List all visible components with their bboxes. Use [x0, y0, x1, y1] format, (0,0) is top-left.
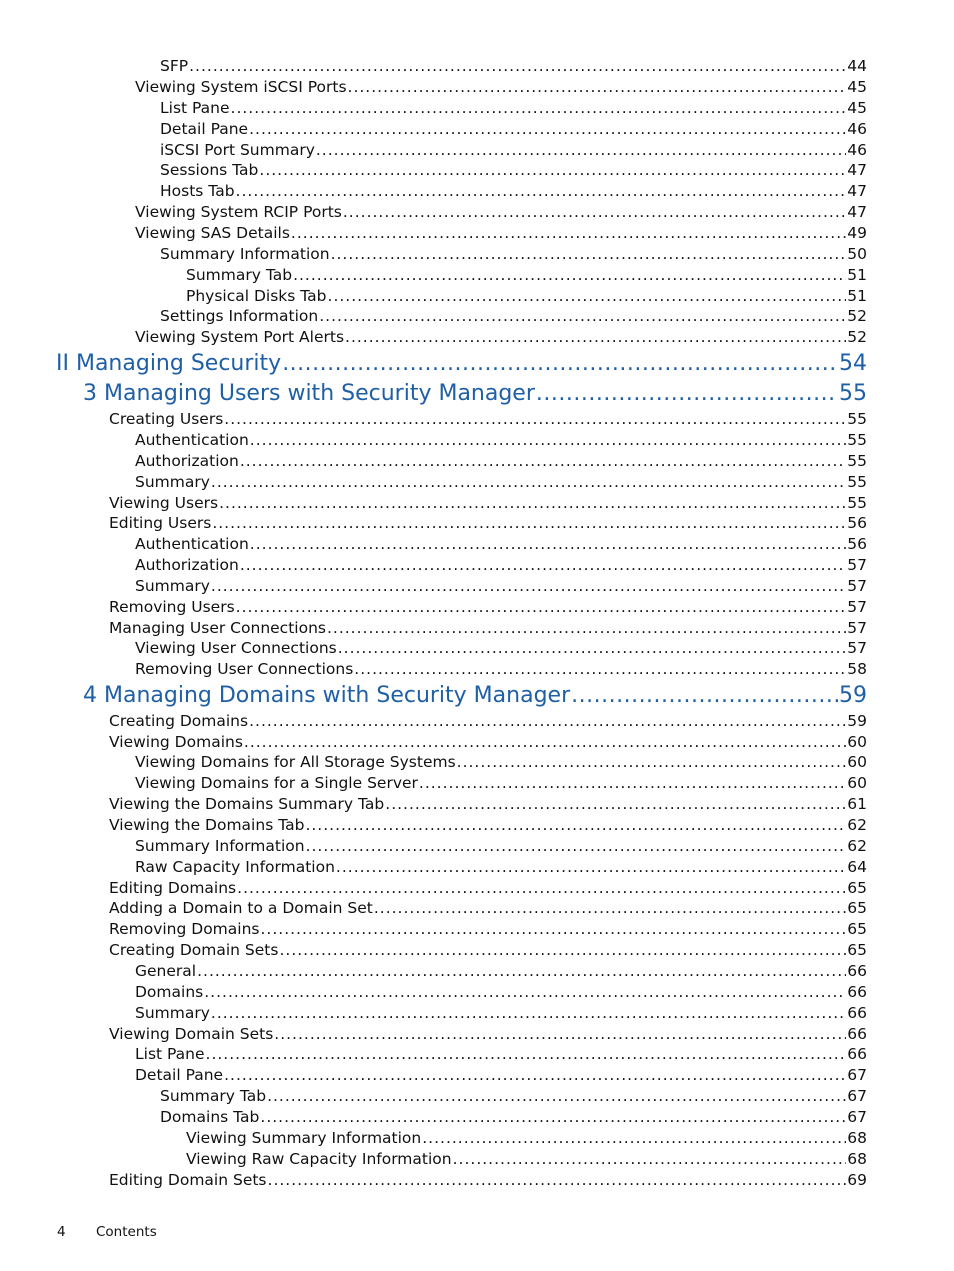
toc-entry[interactable] [109, 1170, 867, 1190]
toc-entry[interactable] [135, 1044, 867, 1064]
toc-entry[interactable] [135, 857, 867, 877]
toc-entry-title: Creating Users [109, 410, 224, 428]
toc-entry[interactable] [135, 430, 867, 450]
toc-entry[interactable] [186, 286, 867, 306]
toc-chapter-heading[interactable] [83, 682, 867, 710]
toc-entry-page: 59 [847, 712, 867, 730]
dot-leader [571, 682, 838, 710]
dot-leader [354, 659, 846, 679]
dot-leader [343, 202, 846, 222]
toc-entry-page: 59 [839, 683, 867, 708]
toc-entry-title: Summary Information [135, 837, 305, 855]
toc-entry-title: Viewing Domains [109, 733, 243, 751]
toc-entry-page: 58 [847, 660, 867, 678]
toc-entry-title: Authorization [135, 452, 239, 470]
dot-leader [422, 1128, 846, 1148]
dot-leader [206, 1044, 847, 1064]
dot-leader [244, 732, 846, 752]
footer-page-number: 4 [57, 1224, 66, 1240]
toc-entry-title: Viewing System RCIP Ports [135, 203, 342, 221]
dot-leader [319, 306, 846, 326]
toc-entry-title: Viewing User Connections [135, 639, 337, 657]
dot-leader [274, 1024, 846, 1044]
toc-entry-page: 55 [847, 494, 867, 512]
toc-entry-title: Summary [135, 473, 210, 491]
toc-entry-title: Editing Users [109, 514, 212, 532]
toc-entry-title: Sessions Tab [160, 161, 259, 179]
toc-entry-title: Editing Domain Sets [109, 1171, 267, 1189]
dot-leader [348, 77, 847, 97]
dot-leader [457, 752, 847, 772]
toc-entry[interactable] [160, 1086, 867, 1106]
dot-leader [374, 898, 846, 918]
toc-entry-page: 55 [839, 381, 867, 406]
toc-entry[interactable] [109, 597, 867, 617]
dot-leader [240, 451, 846, 471]
dot-leader [237, 878, 846, 898]
footer-label: Contents [96, 1224, 157, 1240]
toc-entry-page: 65 [847, 920, 867, 938]
toc-entry-page: 60 [847, 774, 867, 792]
toc-entry-title: Summary Information [160, 245, 330, 263]
toc-entry-page: 46 [847, 141, 867, 159]
dot-leader [260, 1107, 846, 1127]
toc-entry-page: 56 [847, 535, 867, 553]
toc-entry-title: Creating Domains [109, 712, 249, 730]
toc-entry[interactable] [109, 732, 867, 752]
toc-entry-page: 68 [847, 1150, 867, 1168]
toc-entry-page: 62 [847, 816, 867, 834]
toc-entry-page: 47 [847, 161, 867, 179]
toc-entry-page: 51 [847, 287, 867, 305]
toc-entry-title: General [135, 962, 197, 980]
dot-leader [189, 56, 846, 76]
toc-entry[interactable] [186, 265, 867, 285]
toc-entry-page: 61 [847, 795, 867, 813]
toc-entry-page: 47 [847, 203, 867, 221]
toc-entry-title: Viewing Users [109, 494, 219, 512]
dot-leader [250, 430, 846, 450]
dot-leader [453, 1149, 847, 1169]
dot-leader [236, 181, 847, 201]
toc-entry-page: 55 [847, 452, 867, 470]
dot-leader [224, 1065, 846, 1085]
toc-entry-title: Viewing System iSCSI Ports [135, 78, 347, 96]
dot-leader [197, 961, 846, 981]
toc-entry-title: Adding a Domain to a Domain Set [109, 899, 373, 917]
toc-entry-page: 66 [847, 983, 867, 1001]
dot-leader [212, 513, 846, 533]
toc-entry-title: Viewing Domains for a Single Server [135, 774, 418, 792]
dot-leader [211, 1003, 846, 1023]
dot-leader [211, 472, 846, 492]
dot-leader [211, 576, 846, 596]
toc-entry[interactable] [135, 982, 867, 1002]
dot-leader [293, 265, 846, 285]
toc-entry-page: 55 [847, 410, 867, 428]
dot-leader [328, 286, 847, 306]
toc-entry[interactable] [109, 919, 867, 939]
dot-leader [306, 836, 847, 856]
toc-entry-title: Viewing SAS Details [135, 224, 290, 242]
toc-entry-page: 69 [847, 1171, 867, 1189]
toc-entry-page: 51 [847, 266, 867, 284]
toc-entry-page: 60 [847, 753, 867, 771]
toc-entry[interactable] [135, 223, 867, 243]
toc-entry[interactable] [109, 794, 867, 814]
dot-leader [231, 98, 847, 118]
toc-entry-title: Domains Tab [160, 1108, 260, 1126]
toc-entry-page: 56 [847, 514, 867, 532]
dot-leader [260, 919, 846, 939]
toc-entry-page: 57 [847, 619, 867, 637]
toc-entry[interactable] [135, 202, 867, 222]
toc-entry-title: 3 Managing Users with Security Manager [83, 381, 535, 406]
toc-entry[interactable] [135, 961, 867, 981]
dot-leader [291, 223, 846, 243]
toc-entry-page: 47 [847, 182, 867, 200]
dot-leader [385, 794, 846, 814]
toc-entry[interactable] [135, 534, 867, 554]
toc-entry-title: Domains [135, 983, 204, 1001]
toc-entry[interactable] [109, 815, 867, 835]
toc-entry-page: 45 [847, 78, 867, 96]
toc-entry[interactable] [109, 513, 867, 533]
toc-entry-page: 57 [847, 577, 867, 595]
toc-entry-title: Removing Domains [109, 920, 260, 938]
toc-entry-title: Viewing Domain Sets [109, 1025, 274, 1043]
toc-entry[interactable] [160, 98, 867, 118]
toc-entry[interactable] [160, 160, 867, 180]
toc-entry-page: 52 [847, 328, 867, 346]
toc-entry-page: 52 [847, 307, 867, 325]
toc-entry-page: 44 [847, 57, 867, 75]
toc-entry-title: Raw Capacity Information [135, 858, 335, 876]
toc-entry-title: Viewing Raw Capacity Information [186, 1150, 452, 1168]
toc-entry-title: Summary [135, 577, 210, 595]
toc-entry[interactable] [135, 576, 867, 596]
toc-entry-page: 66 [847, 1025, 867, 1043]
toc-part-heading[interactable] [56, 350, 867, 378]
toc-entry-title: Summary Tab [186, 266, 293, 284]
toc-entry-title: SFP [160, 57, 189, 75]
toc-entry-title: Physical Disks Tab [186, 287, 327, 305]
toc-entry-page: 65 [847, 899, 867, 917]
toc-entry[interactable] [135, 773, 867, 793]
toc-entry-title: List Pane [160, 99, 230, 117]
toc-entry[interactable] [160, 140, 867, 160]
toc-entry-page: 66 [847, 1045, 867, 1063]
dot-leader [224, 409, 846, 429]
toc-entry-page: 46 [847, 120, 867, 138]
dot-leader [240, 555, 846, 575]
toc-entry[interactable] [135, 77, 867, 97]
toc-entry-title: Removing User Connections [135, 660, 354, 678]
toc-entry[interactable] [109, 1024, 867, 1044]
dot-leader [336, 857, 846, 877]
toc-entry[interactable] [160, 306, 867, 326]
dot-leader [268, 1170, 847, 1190]
toc-entry-title: Viewing Summary Information [186, 1129, 422, 1147]
dot-leader [250, 534, 846, 554]
toc-entry-title: Creating Domain Sets [109, 941, 279, 959]
toc-entry-title: Summary Tab [160, 1087, 267, 1105]
toc-entry[interactable] [109, 711, 867, 731]
toc-chapter-heading[interactable] [83, 380, 867, 408]
dot-leader [282, 350, 838, 378]
toc-entry[interactable] [109, 898, 867, 918]
dot-leader [327, 618, 846, 638]
toc-entry[interactable] [109, 493, 867, 513]
toc-entry-page: 67 [847, 1087, 867, 1105]
toc-entry-page: 67 [847, 1066, 867, 1084]
toc-entry-page: 65 [847, 879, 867, 897]
toc-entry[interactable] [160, 119, 867, 139]
toc-entry[interactable] [135, 472, 867, 492]
toc-entry-page: 62 [847, 837, 867, 855]
toc-entry-page: 64 [847, 858, 867, 876]
toc-entry-title: Authentication [135, 535, 249, 553]
dot-leader [536, 380, 838, 408]
toc-entry[interactable] [186, 1149, 867, 1169]
toc-entry-title: List Pane [135, 1045, 205, 1063]
toc-entry-title: Authentication [135, 431, 249, 449]
toc-entry[interactable] [160, 1107, 867, 1127]
toc-entry[interactable] [109, 618, 867, 638]
toc-entry[interactable] [109, 940, 867, 960]
toc-entry-page: 57 [847, 556, 867, 574]
toc-entry[interactable] [186, 1128, 867, 1148]
toc-entry-title: Viewing Domains for All Storage Systems [135, 753, 456, 771]
toc-entry[interactable] [135, 659, 867, 679]
toc-entry[interactable] [109, 409, 867, 429]
toc-entry[interactable] [160, 56, 867, 76]
toc-entry-page: 50 [847, 245, 867, 263]
dot-leader [267, 1086, 846, 1106]
toc-entry-title: Detail Pane [160, 120, 249, 138]
dot-leader [279, 940, 846, 960]
toc-entry[interactable] [109, 878, 867, 898]
toc-entry[interactable] [135, 638, 867, 658]
dot-leader [236, 597, 847, 617]
toc-entry-page: 67 [847, 1108, 867, 1126]
toc-entry-title: Summary [135, 1004, 210, 1022]
toc-entry-page: 68 [847, 1129, 867, 1147]
toc-entry-title: II Managing Security [56, 351, 282, 376]
dot-leader [338, 638, 847, 658]
toc-entry[interactable] [160, 244, 867, 264]
dot-leader [249, 711, 846, 731]
toc-entry-page: 45 [847, 99, 867, 117]
toc-entry-page: 55 [847, 473, 867, 491]
dot-leader [331, 244, 847, 264]
toc-entry-page: 57 [847, 598, 867, 616]
toc-entry-page: 57 [847, 639, 867, 657]
toc-entry-title: Settings Information [160, 307, 319, 325]
dot-leader [316, 140, 846, 160]
dot-leader [249, 119, 846, 139]
toc-entry[interactable] [135, 327, 867, 347]
toc-entry-title: iSCSI Port Summary [160, 141, 315, 159]
toc-entry-page: 49 [847, 224, 867, 242]
toc-entry-title: Hosts Tab [160, 182, 235, 200]
dot-leader [204, 982, 846, 1002]
toc-entry[interactable] [135, 1065, 867, 1085]
toc-entry-title: Removing Users [109, 598, 235, 616]
toc-entry[interactable] [160, 181, 867, 201]
toc-entry-page: 66 [847, 1004, 867, 1022]
dot-leader [219, 493, 846, 513]
toc-entry[interactable] [135, 555, 867, 575]
toc-entry-title: Managing User Connections [109, 619, 326, 637]
toc-entry-title: Viewing the Domains Summary Tab [109, 795, 385, 813]
toc-entry-title: Detail Pane [135, 1066, 224, 1084]
toc-entry-page: 66 [847, 962, 867, 980]
dot-leader [305, 815, 846, 835]
toc-entry-page: 65 [847, 941, 867, 959]
toc-entry[interactable] [135, 451, 867, 471]
toc-entry[interactable] [135, 1003, 867, 1023]
dot-leader [259, 160, 846, 180]
toc-entry-page: 55 [847, 431, 867, 449]
toc-entry[interactable] [135, 752, 867, 772]
toc-entry-page: 60 [847, 733, 867, 751]
toc-entry-title: Viewing System Port Alerts [135, 328, 345, 346]
toc-entry[interactable] [135, 836, 867, 856]
dot-leader [345, 327, 846, 347]
toc-entry-title: Viewing the Domains Tab [109, 816, 305, 834]
toc-entry-title: Authorization [135, 556, 239, 574]
dot-leader [419, 773, 846, 793]
toc-entry-page: 54 [839, 351, 867, 376]
toc-entry-title: 4 Managing Domains with Security Manager [83, 683, 571, 708]
toc-entry-title: Editing Domains [109, 879, 237, 897]
